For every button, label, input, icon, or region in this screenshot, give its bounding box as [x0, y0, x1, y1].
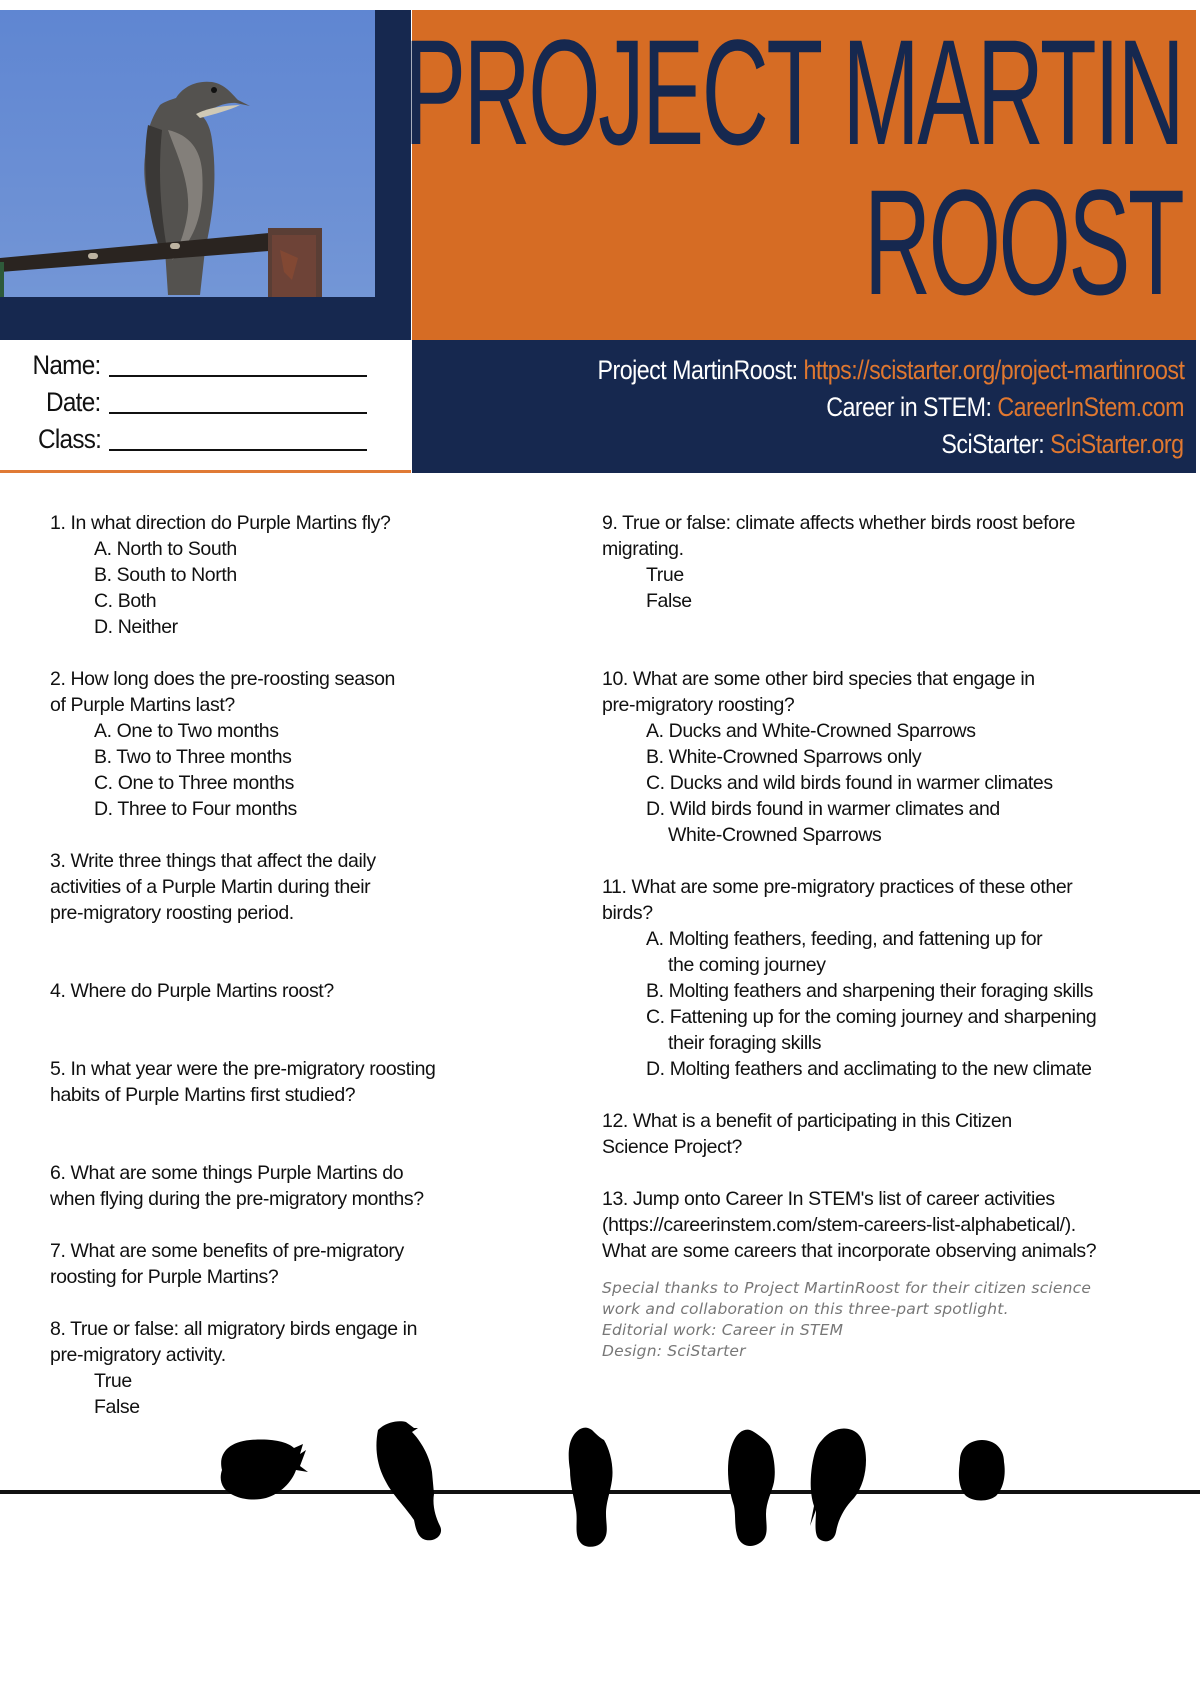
answer-option[interactable]: B. White-Crowned Sparrows only	[646, 746, 922, 768]
answer-option[interactable]: C. Ducks and wild birds found in warmer climates	[646, 772, 1053, 794]
question-text: 11. What are some pre-migratory practices of these other	[602, 876, 1073, 898]
answer-option-continued: White-Crowned Sparrows	[668, 824, 882, 846]
link-label: SciStarter:	[941, 429, 1051, 459]
question-text: activities of a Purple Martin during their	[50, 876, 371, 898]
answer-option[interactable]: A. North to South	[94, 538, 237, 560]
career-in-stem-link[interactable]: CareerInStem.com	[997, 392, 1184, 422]
question-4	[50, 978, 520, 1004]
question-13	[602, 1186, 1172, 1264]
answer-option[interactable]: C. Fattening up for the coming journey and sharpening	[646, 1006, 1097, 1028]
question-text: 12. What is a benefit of participating in this Citizen	[602, 1110, 1012, 1132]
answer-option[interactable]: B. South to North	[94, 564, 237, 586]
scistarter-link[interactable]: SciStarter.org	[1050, 429, 1184, 459]
question-text: pre-migratory activity.	[50, 1344, 226, 1366]
question-text: 8. True or false: all migratory birds engage in	[50, 1318, 418, 1340]
question-9	[602, 510, 1172, 614]
answer-option[interactable]: C. One to Three months	[94, 772, 295, 794]
date-field[interactable]	[109, 412, 367, 414]
purple-martin-photo	[0, 10, 375, 297]
bird-silhouette-icon	[376, 1421, 441, 1540]
credits-line: Special thanks to Project MartinRoost for their citizen science	[602, 1279, 1092, 1297]
question-text: 9. True or false: climate affects whether birds roost before	[602, 512, 1076, 534]
question-5	[50, 1056, 520, 1108]
bird-silhouette-icon	[728, 1430, 775, 1546]
question-2	[50, 666, 520, 822]
bird-photo-illustration	[0, 10, 375, 297]
question-text: 2. How long does the pre-roosting season	[50, 668, 395, 690]
question-6	[50, 1160, 520, 1212]
name-label: Name:	[33, 350, 101, 380]
question-text: roosting for Purple Martins?	[50, 1266, 279, 1288]
questions-right-column	[602, 510, 1172, 1362]
links-banner	[412, 340, 1196, 473]
question-text: of Purple Martins last?	[50, 694, 235, 716]
question-12	[602, 1108, 1172, 1160]
date-field-row	[40, 387, 367, 418]
credits-line: work and collaboration on this three-part spotlight.	[602, 1300, 1009, 1318]
question-text: 5. In what year were the pre-migratory roosting	[50, 1058, 436, 1080]
answer-option[interactable]: D. Three to Four months	[94, 798, 297, 820]
name-field-row	[25, 350, 367, 381]
name-field[interactable]	[109, 375, 367, 377]
question-text: 7. What are some benefits of pre-migratory	[50, 1240, 404, 1262]
answer-option[interactable]: D. Molting feathers and acclimating to the new climate	[646, 1058, 1092, 1080]
class-label: Class:	[37, 424, 101, 454]
credits	[602, 1278, 1172, 1362]
answer-option[interactable]: D. Wild birds found in warmer climates and	[646, 798, 1000, 820]
date-label: Date:	[46, 387, 101, 417]
question-1	[50, 510, 520, 640]
question-text: birds?	[602, 902, 653, 924]
question-text: 3. Write three things that affect the daily	[50, 850, 376, 872]
title-line-1: PROJECT MARTIN	[403, 8, 1182, 176]
birds-on-wire-illustration	[0, 1410, 1200, 1560]
link-label: Project MartinRoost:	[597, 355, 804, 385]
class-field-row	[31, 424, 367, 455]
answer-option-true[interactable]: True	[94, 1370, 132, 1392]
answer-option[interactable]: A. One to Two months	[94, 720, 279, 742]
question-text: 6. What are some things Purple Martins do	[50, 1162, 404, 1184]
question-text: pre-migratory roosting period.	[50, 902, 294, 924]
question-text: when flying during the pre-migratory months?	[50, 1188, 424, 1210]
question-text: 10. What are some other bird species that engage in	[602, 668, 1035, 690]
answer-option-true[interactable]: True	[646, 564, 684, 586]
bird-silhouette-icon	[810, 1428, 866, 1541]
question-3	[50, 848, 520, 926]
link-row-project-martinroost	[502, 352, 1184, 389]
project-martinroost-link[interactable]: https://scistarter.org/project-martinroost	[803, 355, 1184, 385]
credits-line: Editorial work: Career in STEM	[602, 1321, 844, 1339]
link-row-scistarter	[502, 426, 1184, 463]
title-line-2: ROOST	[863, 158, 1182, 326]
answer-option[interactable]: B. Two to Three months	[94, 746, 292, 768]
student-info-fields	[0, 340, 411, 470]
question-text: 13. Jump onto Career In STEM's list of career activities	[602, 1188, 1055, 1210]
bird-silhouette-icon	[569, 1428, 613, 1547]
question-8	[50, 1316, 520, 1420]
link-label: Career in STEM:	[826, 392, 998, 422]
question-text: pre-migratory roosting?	[602, 694, 795, 716]
question-text: 4. Where do Purple Martins roost?	[50, 980, 334, 1002]
answer-option-false[interactable]: False	[94, 1396, 140, 1418]
answer-option[interactable]: C. Both	[94, 590, 157, 612]
question-text: migrating.	[602, 538, 684, 560]
answer-option-false[interactable]: False	[646, 590, 692, 612]
bird-silhouette-icon	[959, 1440, 1005, 1501]
orange-divider	[0, 470, 411, 473]
class-field[interactable]	[109, 449, 367, 451]
answer-option[interactable]: D. Neither	[94, 616, 178, 638]
page-title	[403, 8, 1182, 326]
question-text: (https://careerinstem.com/stem-careers-list-alphabetical/).	[602, 1214, 1076, 1236]
question-10	[602, 666, 1172, 848]
question-text: What are some careers that incorporate observing animals?	[602, 1240, 1097, 1262]
answer-option[interactable]: B. Molting feathers and sharpening their foraging skills	[646, 980, 1093, 1002]
title-banner	[403, 8, 1196, 340]
question-text: Science Project?	[602, 1136, 742, 1158]
answer-option[interactable]: A. Ducks and White-Crowned Sparrows	[646, 720, 976, 742]
question-11	[602, 874, 1172, 1082]
questions-left-column	[50, 510, 520, 1420]
question-7	[50, 1238, 520, 1290]
credits-line: Design: SciStarter	[602, 1342, 746, 1360]
question-text: 1. In what direction do Purple Martins fly?	[50, 512, 391, 534]
answer-option-continued: the coming journey	[668, 954, 826, 976]
link-row-career-in-stem	[502, 389, 1184, 426]
question-text: habits of Purple Martins first studied?	[50, 1084, 356, 1106]
answer-option[interactable]: A. Molting feathers, feeding, and fattening up for	[646, 928, 1043, 950]
answer-option-continued: their foraging skills	[668, 1032, 822, 1054]
